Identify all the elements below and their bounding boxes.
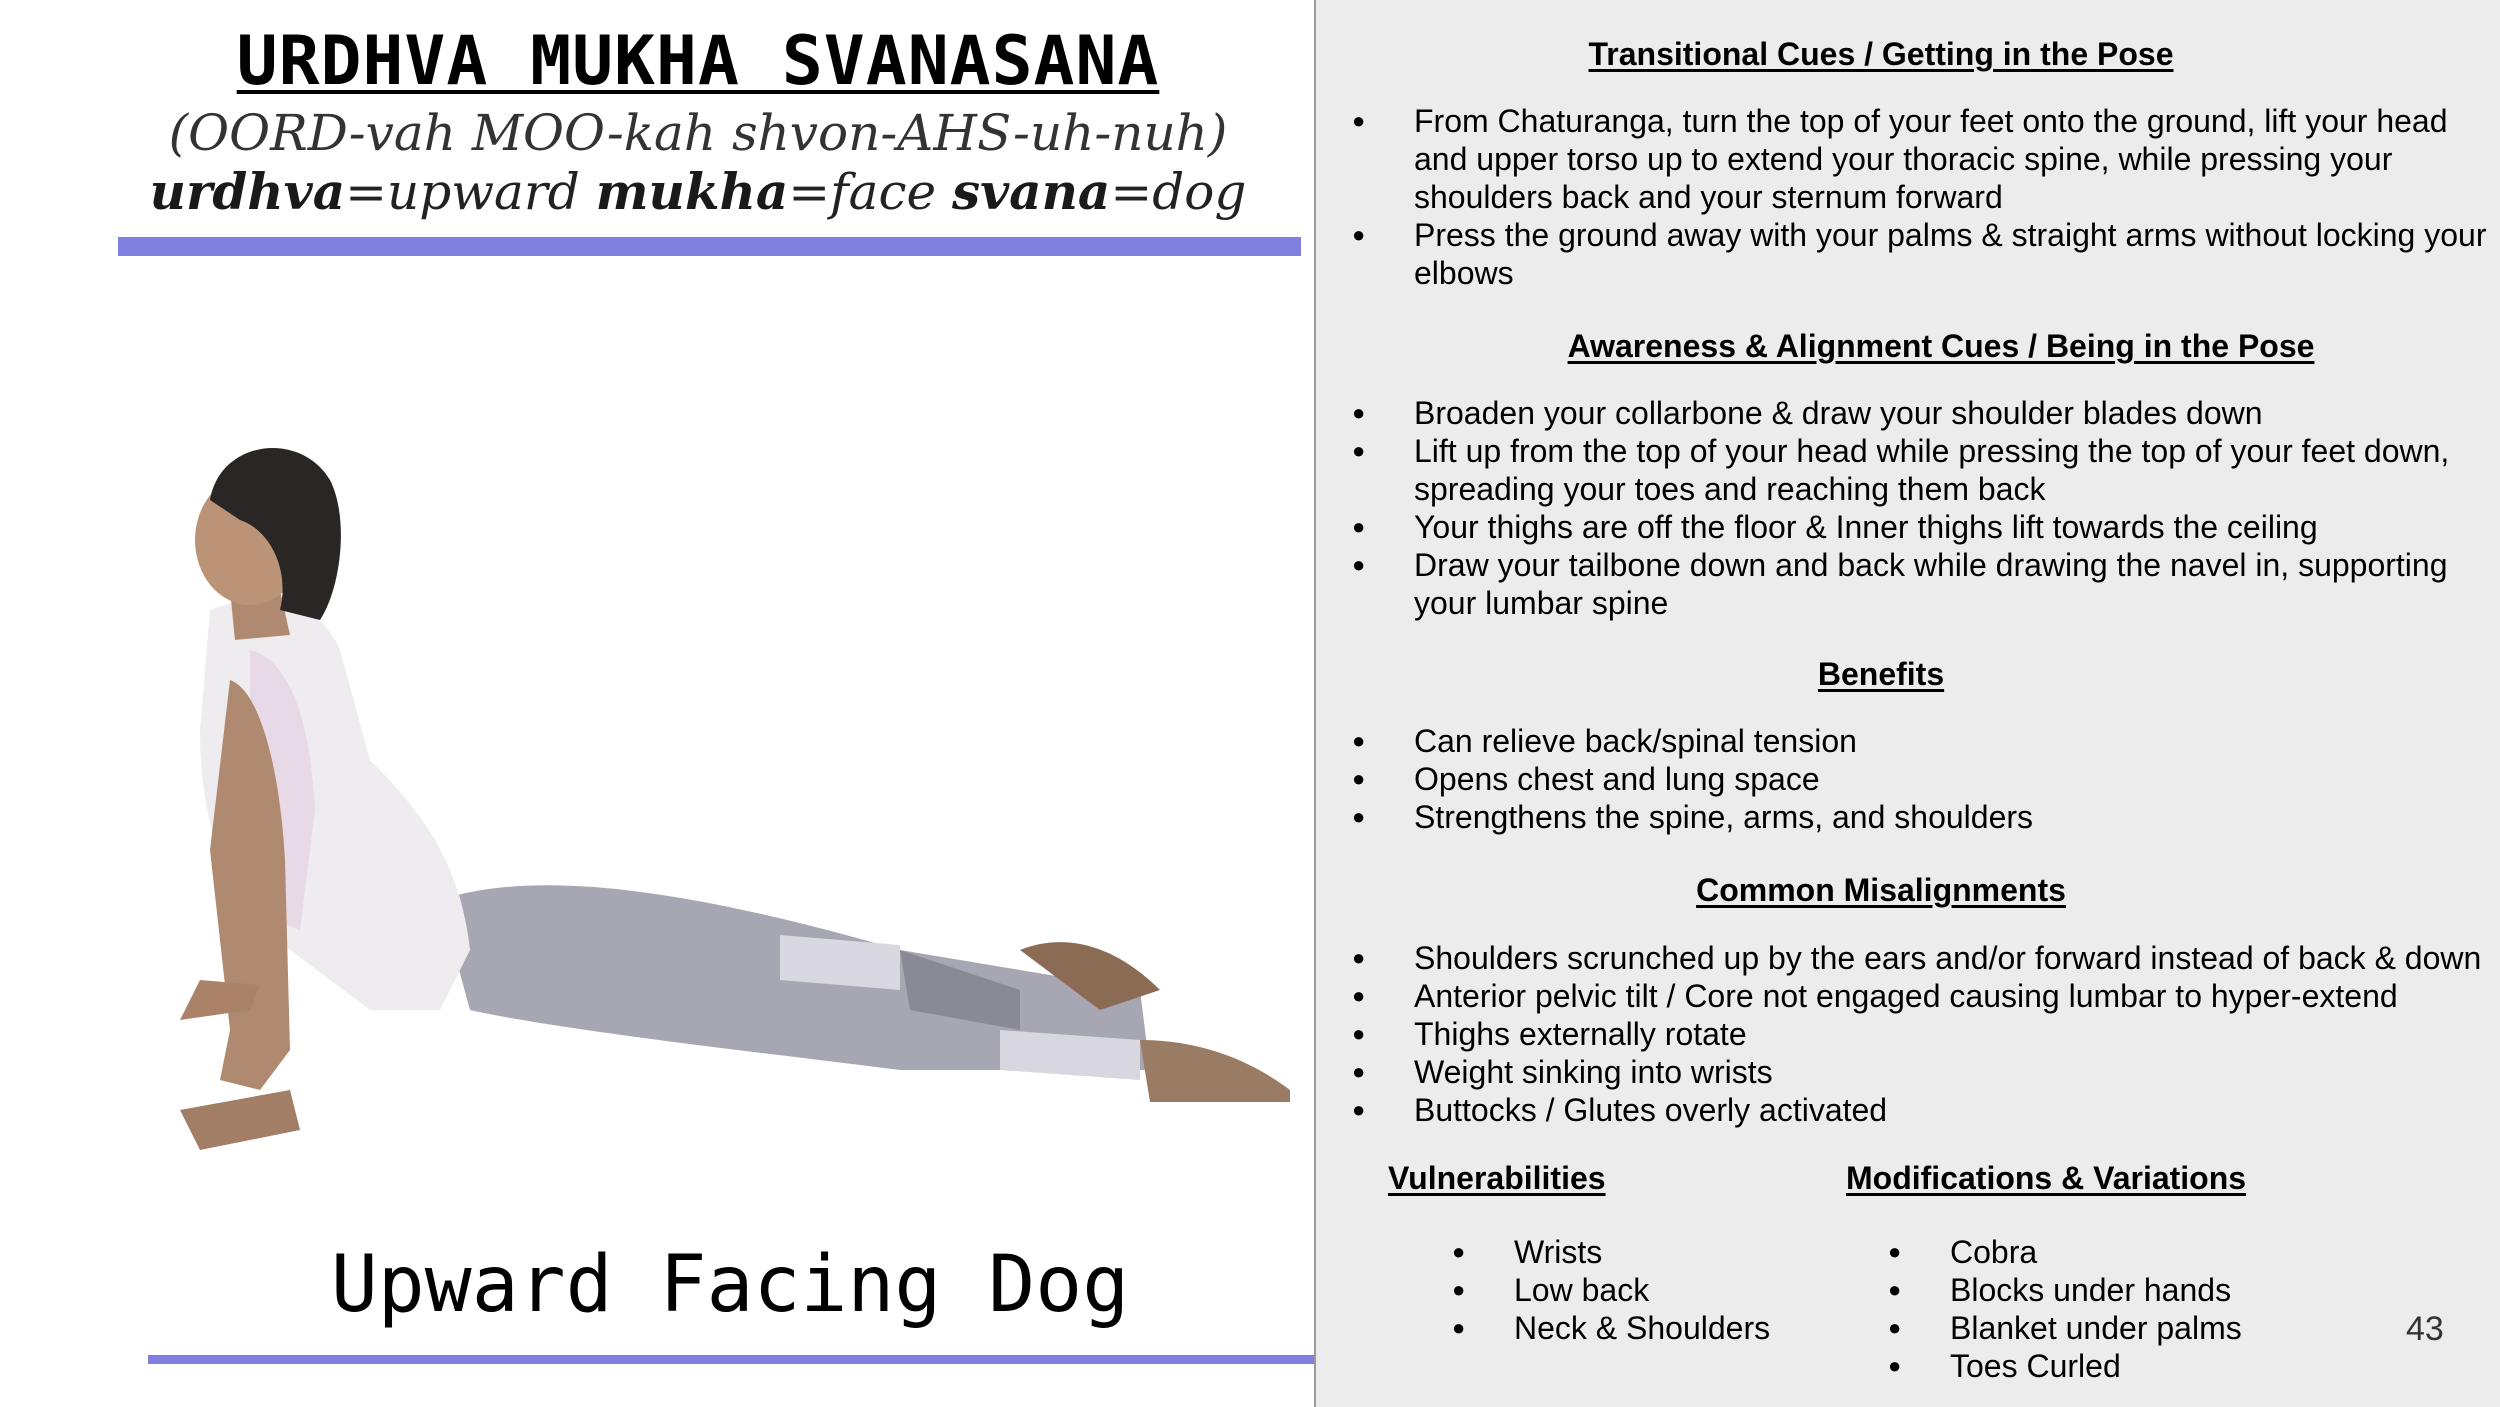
heading-modifications: Modifications & Variations bbox=[1846, 1160, 2247, 1196]
list-item: ● Cobra bbox=[1888, 1233, 2308, 1271]
list-item: ● Broaden your collarbone & draw your shoulder blades down bbox=[1352, 394, 2492, 432]
translation-word: urdhva bbox=[149, 162, 346, 221]
heading-vulnerabilities: Vulnerabilities bbox=[1388, 1160, 1606, 1196]
list-item: ● Press the ground away with your palms & straight arms without locking your elbows bbox=[1352, 216, 2492, 292]
translation-meaning: =dog bbox=[1110, 163, 1247, 221]
accent-divider-top bbox=[118, 237, 1301, 256]
heading-misalignments: Common Misalignments bbox=[1696, 872, 2066, 908]
pose-translation bbox=[118, 162, 1278, 221]
list-item: ● Shoulders scrunched up by the ears and/or forward instead of back & down bbox=[1352, 939, 2492, 977]
list-item: ● Buttocks / Glutes overly activated bbox=[1352, 1091, 2492, 1129]
heading-transitional: Transitional Cues / Getting in the Pose bbox=[1588, 36, 2174, 72]
list-vulnerabilities bbox=[1452, 1233, 1852, 1347]
list-item: ● Opens chest and lung space bbox=[1352, 760, 2492, 798]
translation-word: svana bbox=[951, 162, 1111, 221]
list-item: ● Anterior pelvic tilt / Core not engaged causing lumbar to hyper-extend bbox=[1352, 977, 2492, 1015]
list-benefits bbox=[1352, 722, 2492, 836]
pose-caption: Upward Facing Dog bbox=[330, 1240, 1130, 1330]
list-item: ● Strengthens the spine, arms, and shoulders bbox=[1352, 798, 2492, 836]
yoga-pose-figure-icon bbox=[140, 390, 1300, 1220]
list-item: ● Wrists bbox=[1452, 1233, 1852, 1271]
heading-alignment: Awareness & Alignment Cues / Being in the Pose bbox=[1567, 328, 2315, 364]
list-item: ● Blanket under palms bbox=[1888, 1309, 2308, 1347]
list-transitional bbox=[1352, 102, 2492, 292]
list-item: ● Blocks under hands bbox=[1888, 1271, 2308, 1309]
translation-meaning: =upward bbox=[345, 163, 596, 221]
accent-divider-bottom bbox=[148, 1355, 1318, 1364]
pose-title: URDHVA MUKHA SVANASANA bbox=[236, 22, 1160, 101]
list-modifications bbox=[1888, 1233, 2308, 1385]
translation-meaning: =face bbox=[788, 163, 952, 221]
list-alignment bbox=[1352, 394, 2492, 622]
list-item: ● Weight sinking into wrists bbox=[1352, 1053, 2492, 1091]
list-item: ● Thighs externally rotate bbox=[1352, 1015, 2492, 1053]
list-item: ● Your thighs are off the floor & Inner thighs lift towards the ceiling bbox=[1352, 508, 2492, 546]
instruction-panel bbox=[1314, 0, 2500, 1407]
list-item: ● Can relieve back/spinal tension bbox=[1352, 722, 2492, 760]
list-item: ● Toes Curled bbox=[1888, 1347, 2308, 1385]
list-item: ● Low back bbox=[1452, 1271, 1852, 1309]
list-item: ● From Chaturanga, turn the top of your feet onto the ground, lift your head and upper torso up to extend your thoracic spine, while pressing your shoulders back and your sternum forward bbox=[1352, 102, 2492, 216]
list-item: ● Lift up from the top of your head while pressing the top of your feet down, spreading your toes and reaching them back bbox=[1352, 432, 2492, 508]
page-number: 43 bbox=[2406, 1310, 2444, 1348]
list-item: ● Draw your tailbone down and back while drawing the navel in, supporting your lumbar spine bbox=[1352, 546, 2492, 622]
translation-word: mukha bbox=[595, 162, 789, 221]
heading-benefits: Benefits bbox=[1817, 656, 1945, 692]
pose-pronunciation: (OORD-vah MOO-kah shvon-AHS-uh-nuh) bbox=[168, 104, 1228, 162]
list-item: ● Neck & Shoulders bbox=[1452, 1309, 1852, 1347]
list-misalignments bbox=[1352, 939, 2492, 1129]
